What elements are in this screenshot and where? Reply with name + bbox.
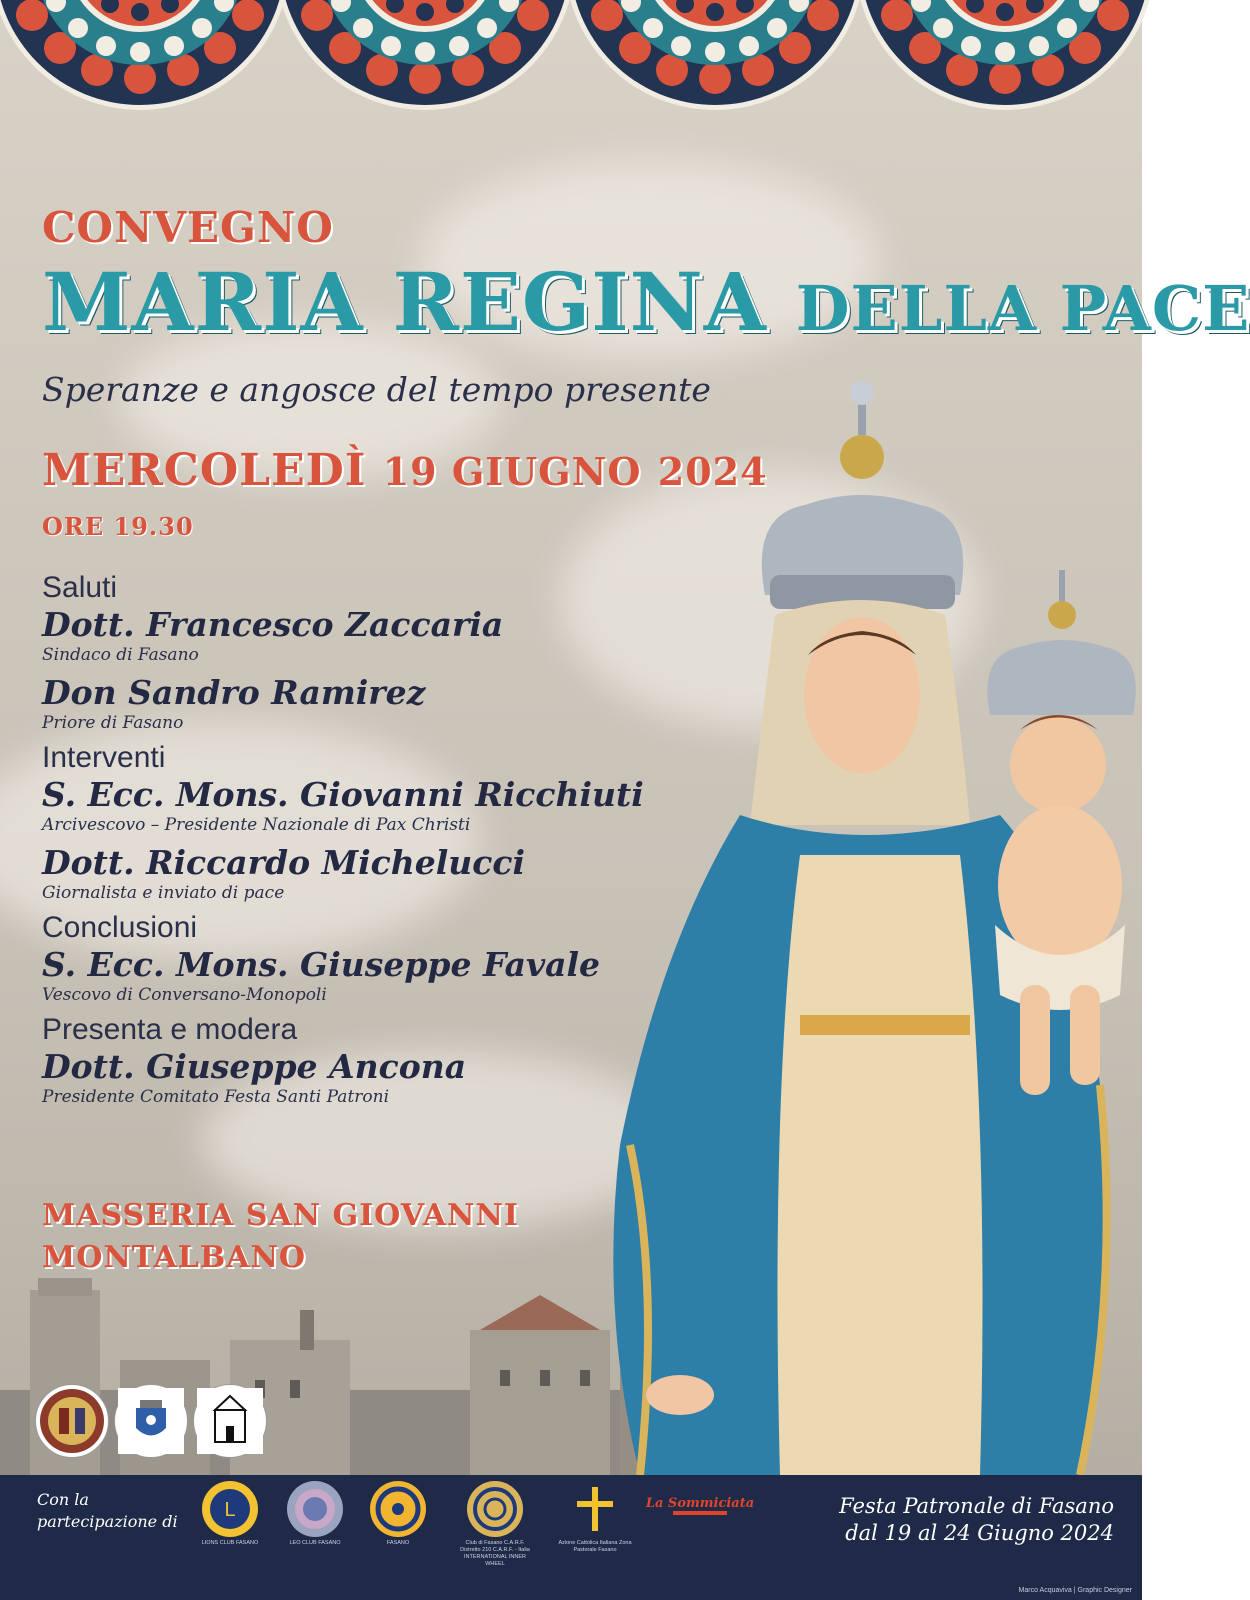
sommiciata-logo-icon: [645, 1481, 755, 1521]
mandala-border: [0, 0, 1142, 150]
sponsor-sommiciata: [645, 1481, 755, 1521]
date-year: 2024: [657, 449, 768, 494]
event-kicker: CONVEGNO: [42, 203, 334, 252]
speaker-role: Giornalista e inviato di pace: [42, 883, 285, 903]
speaker-name: Dott. Giuseppe Ancona: [42, 1047, 467, 1086]
venue-line-1: MASSERIA SAN GIOVANNI: [42, 1198, 519, 1233]
azione-cattolica-cross-icon: [567, 1481, 623, 1537]
inner-wheel-icon: [467, 1481, 523, 1537]
title-small: DELLA PACE: [795, 272, 1250, 345]
madonna-statue-image: [600, 385, 1142, 1475]
section-modera: Presenta e modera: [42, 1013, 298, 1046]
sponsor-caption: LEO CLUB FASANO: [289, 1540, 341, 1546]
festa-line-1: Festa Patronale di Fasano: [839, 1494, 1114, 1518]
fasano-coat-of-arms-icon: [115, 1385, 187, 1457]
speaker-role: Priore di Fasano: [42, 713, 184, 733]
lions-club-icon: [202, 1481, 258, 1537]
venue-line-2: MONTALBANO: [42, 1240, 307, 1275]
sponsor-leo-club: [275, 1481, 355, 1547]
sponsor-rotary: [358, 1481, 438, 1547]
festa-line-2: dal 19 al 24 Giugno 2024: [845, 1521, 1114, 1545]
speaker-role: Sindaco di Fasano: [42, 645, 199, 665]
event-time: ORE 19.30: [42, 512, 194, 541]
leo-club-icon: [287, 1481, 343, 1537]
speaker-name: Dott. Francesco Zaccaria: [42, 605, 504, 644]
sponsor-caption: LIONS CLUB FASANO: [201, 1540, 259, 1546]
speaker-name: Don Sandro Ramirez: [42, 673, 426, 712]
speaker-role: Arcivescovo – Presidente Nazionale di Pax Christi: [42, 815, 471, 835]
designer-credit: Marco Acquaviva | Graphic Designer: [1018, 1587, 1132, 1594]
program-list: [42, 565, 682, 1115]
section-saluti: Saluti: [42, 571, 118, 604]
sponsors-lead: [37, 1489, 178, 1533]
speaker-role: Vescovo di Conversano-Monopoli: [42, 985, 327, 1005]
section-interventi: Interventi: [42, 741, 166, 774]
title-main: MARIA REGINA: [42, 255, 767, 349]
saints-medallion-icon: [36, 1385, 108, 1457]
event-venue: [42, 1195, 519, 1279]
svg-text:La Sommiciata: La Sommiciata: [645, 1496, 755, 1511]
sponsor-caption: Club di Fasano C.A.R.F. Distretto 210 C.A.R.F. - Italia INTERNATIONAL INNER WHEEL: [460, 1540, 530, 1567]
speaker-name: Dott. Riccardo Michelucci: [42, 843, 525, 882]
rotary-wheel-icon: [370, 1481, 426, 1537]
speaker-name: S. Ecc. Mons. Giuseppe Favale: [42, 945, 601, 984]
sponsor-caption: FASANO: [386, 1540, 410, 1546]
date-day: MERCOLEDÌ: [42, 445, 367, 496]
event-title: [42, 255, 1250, 349]
section-conclusioni: Conclusioni: [42, 911, 198, 944]
sponsor-inner-wheel: [455, 1481, 535, 1568]
sponsors-lead-line-1: Con la: [37, 1490, 89, 1509]
speaker-name: S. Ecc. Mons. Giovanni Ricchiuti: [42, 775, 644, 814]
sponsor-azione-cattolica: [555, 1481, 635, 1554]
footer-band: [0, 1475, 1142, 1600]
sponsor-caption: Azione Cattolica Italiana Zona Pastorale Fasano: [558, 1540, 632, 1553]
speaker-role: Presidente Comitato Festa Santi Patroni: [42, 1087, 390, 1107]
date-number: 19 GIUGNO: [382, 449, 642, 494]
festa-info: [839, 1493, 1114, 1547]
svg-text:L: L: [224, 1499, 236, 1521]
sponsors-lead-line-2: partecipazione di: [37, 1512, 178, 1531]
sponsor-lions-club: [190, 1481, 270, 1547]
event-subtitle: Speranze e angosce del tempo presente: [42, 370, 711, 409]
church-drawing-icon: [194, 1385, 266, 1457]
